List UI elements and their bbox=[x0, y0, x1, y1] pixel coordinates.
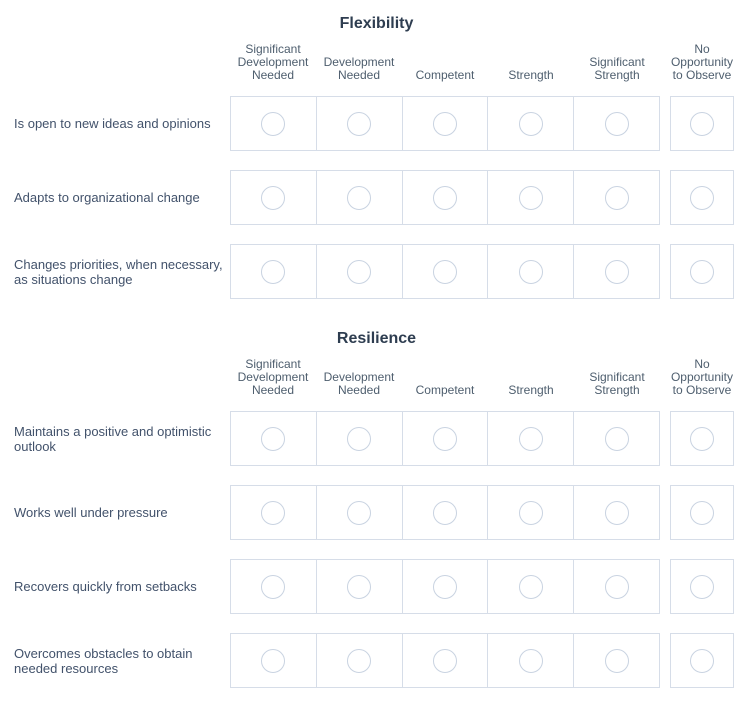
rating-cell[interactable] bbox=[316, 245, 402, 298]
radio-button[interactable] bbox=[690, 501, 714, 525]
radio-button[interactable] bbox=[519, 112, 543, 136]
column-header-significant-development-needed: Significant Development Needed bbox=[237, 357, 309, 397]
rating-cell-no-opportunity[interactable] bbox=[670, 485, 734, 540]
rating-cell-no-opportunity[interactable] bbox=[670, 170, 734, 225]
radio-button[interactable] bbox=[261, 112, 285, 136]
radio-button[interactable] bbox=[433, 427, 457, 451]
rating-cell-no-opportunity[interactable] bbox=[670, 559, 734, 614]
rating-cell-group bbox=[230, 244, 660, 299]
rating-cell[interactable] bbox=[573, 97, 659, 150]
rating-cell[interactable] bbox=[573, 412, 659, 465]
rating-cell[interactable] bbox=[487, 634, 573, 687]
radio-button[interactable] bbox=[519, 186, 543, 210]
radio-button[interactable] bbox=[519, 575, 543, 599]
rating-row bbox=[0, 633, 753, 688]
rating-scale-header bbox=[0, 43, 753, 82]
section-title: Resilience bbox=[336, 330, 417, 347]
rating-cell-no-opportunity[interactable] bbox=[670, 244, 734, 299]
rating-cell[interactable] bbox=[402, 412, 488, 465]
radio-button[interactable] bbox=[605, 427, 629, 451]
radio-button[interactable] bbox=[519, 649, 543, 673]
row-label: Maintains a positive and optimistic outlook bbox=[14, 423, 212, 454]
rating-cell[interactable] bbox=[231, 171, 316, 224]
rating-cell[interactable] bbox=[402, 245, 488, 298]
radio-button[interactable] bbox=[690, 186, 714, 210]
radio-button[interactable] bbox=[261, 260, 285, 284]
row-label: Adapts to organizational change bbox=[14, 190, 200, 205]
rating-cell-group bbox=[230, 170, 660, 225]
column-header-strength: Strength bbox=[508, 68, 554, 82]
radio-button[interactable] bbox=[347, 575, 371, 599]
rating-cell[interactable] bbox=[402, 171, 488, 224]
rating-cell[interactable] bbox=[487, 412, 573, 465]
radio-button[interactable] bbox=[519, 260, 543, 284]
radio-button[interactable] bbox=[433, 186, 457, 210]
radio-button[interactable] bbox=[433, 575, 457, 599]
rating-cell[interactable] bbox=[402, 486, 488, 539]
section-title: Flexibility bbox=[339, 15, 414, 32]
rating-cell-group bbox=[230, 633, 660, 688]
rating-cell[interactable] bbox=[402, 97, 488, 150]
rating-cell[interactable] bbox=[316, 171, 402, 224]
section-flexibility bbox=[0, 14, 753, 299]
rating-cell[interactable] bbox=[487, 486, 573, 539]
rating-cell[interactable] bbox=[316, 560, 402, 613]
rating-cell-no-opportunity[interactable] bbox=[670, 411, 734, 466]
radio-button[interactable] bbox=[690, 649, 714, 673]
row-label: Recovers quickly from setbacks bbox=[14, 579, 197, 594]
column-header-competent: Competent bbox=[415, 68, 475, 82]
rating-cell[interactable] bbox=[231, 486, 316, 539]
radio-button[interactable] bbox=[605, 186, 629, 210]
radio-button[interactable] bbox=[605, 575, 629, 599]
column-header-development-needed: Development Needed bbox=[323, 55, 395, 82]
column-header-strength: Strength bbox=[508, 383, 554, 397]
rating-cell[interactable] bbox=[231, 412, 316, 465]
radio-button[interactable] bbox=[261, 649, 285, 673]
rating-cell-group bbox=[230, 411, 660, 466]
rating-cell[interactable] bbox=[316, 634, 402, 687]
radio-button[interactable] bbox=[690, 427, 714, 451]
column-header-no-opportunity-to-observe: No Opportunity to Observe bbox=[670, 42, 734, 82]
rating-cell[interactable] bbox=[231, 97, 316, 150]
rating-cell[interactable] bbox=[402, 560, 488, 613]
rating-cell[interactable] bbox=[573, 171, 659, 224]
radio-button[interactable] bbox=[433, 649, 457, 673]
radio-button[interactable] bbox=[605, 112, 629, 136]
rating-cell[interactable] bbox=[573, 560, 659, 613]
rating-row bbox=[0, 485, 753, 540]
radio-button[interactable] bbox=[690, 112, 714, 136]
radio-button[interactable] bbox=[261, 427, 285, 451]
column-header-significant-strength: Significant Strength bbox=[589, 55, 645, 82]
column-header-no-opportunity-to-observe: No Opportunity to Observe bbox=[670, 357, 734, 397]
radio-button[interactable] bbox=[347, 112, 371, 136]
rating-cell[interactable] bbox=[573, 634, 659, 687]
rating-cell[interactable] bbox=[487, 560, 573, 613]
rating-cell[interactable] bbox=[487, 245, 573, 298]
rating-cell[interactable] bbox=[231, 245, 316, 298]
rating-cell[interactable] bbox=[231, 560, 316, 613]
rating-row bbox=[0, 170, 753, 225]
rating-scale-header bbox=[0, 358, 753, 397]
rating-cell-group bbox=[230, 485, 660, 540]
rating-cell-group bbox=[230, 559, 660, 614]
row-label: Is open to new ideas and opinions bbox=[14, 116, 211, 131]
rating-cell-no-opportunity[interactable] bbox=[670, 633, 734, 688]
rating-cell-group bbox=[230, 96, 660, 151]
rating-cell[interactable] bbox=[316, 486, 402, 539]
rating-cell[interactable] bbox=[316, 412, 402, 465]
rating-cell[interactable] bbox=[487, 171, 573, 224]
radio-button[interactable] bbox=[690, 260, 714, 284]
rating-row bbox=[0, 96, 753, 151]
rating-cell[interactable] bbox=[316, 97, 402, 150]
radio-button[interactable] bbox=[347, 260, 371, 284]
radio-button[interactable] bbox=[347, 186, 371, 210]
radio-button[interactable] bbox=[605, 649, 629, 673]
row-label: Works well under pressure bbox=[14, 505, 168, 520]
rating-cell[interactable] bbox=[573, 245, 659, 298]
rating-row bbox=[0, 411, 753, 466]
radio-button[interactable] bbox=[347, 427, 371, 451]
radio-button[interactable] bbox=[433, 260, 457, 284]
rating-cell[interactable] bbox=[402, 634, 488, 687]
radio-button[interactable] bbox=[261, 575, 285, 599]
column-header-significant-strength: Significant Strength bbox=[589, 370, 645, 397]
row-label: Changes priorities, when necessary, as situations change bbox=[14, 256, 223, 287]
rating-cell-no-opportunity[interactable] bbox=[670, 96, 734, 151]
radio-button[interactable] bbox=[433, 112, 457, 136]
competency-survey bbox=[0, 14, 753, 688]
radio-button[interactable] bbox=[433, 501, 457, 525]
radio-button[interactable] bbox=[690, 575, 714, 599]
rating-cell[interactable] bbox=[573, 486, 659, 539]
radio-button[interactable] bbox=[261, 186, 285, 210]
rating-cell[interactable] bbox=[231, 634, 316, 687]
radio-button[interactable] bbox=[261, 501, 285, 525]
section-resilience bbox=[0, 329, 753, 688]
radio-button[interactable] bbox=[605, 501, 629, 525]
row-label: Overcomes obstacles to obtain needed resources bbox=[14, 645, 193, 676]
rating-row bbox=[0, 244, 753, 299]
column-header-competent: Competent bbox=[415, 383, 475, 397]
rating-cell[interactable] bbox=[487, 97, 573, 150]
rating-row bbox=[0, 559, 753, 614]
radio-button[interactable] bbox=[519, 427, 543, 451]
column-header-significant-development-needed: Significant Development Needed bbox=[237, 42, 309, 82]
radio-button[interactable] bbox=[519, 501, 543, 525]
radio-button[interactable] bbox=[347, 501, 371, 525]
column-header-development-needed: Development Needed bbox=[323, 370, 395, 397]
radio-button[interactable] bbox=[605, 260, 629, 284]
radio-button[interactable] bbox=[347, 649, 371, 673]
